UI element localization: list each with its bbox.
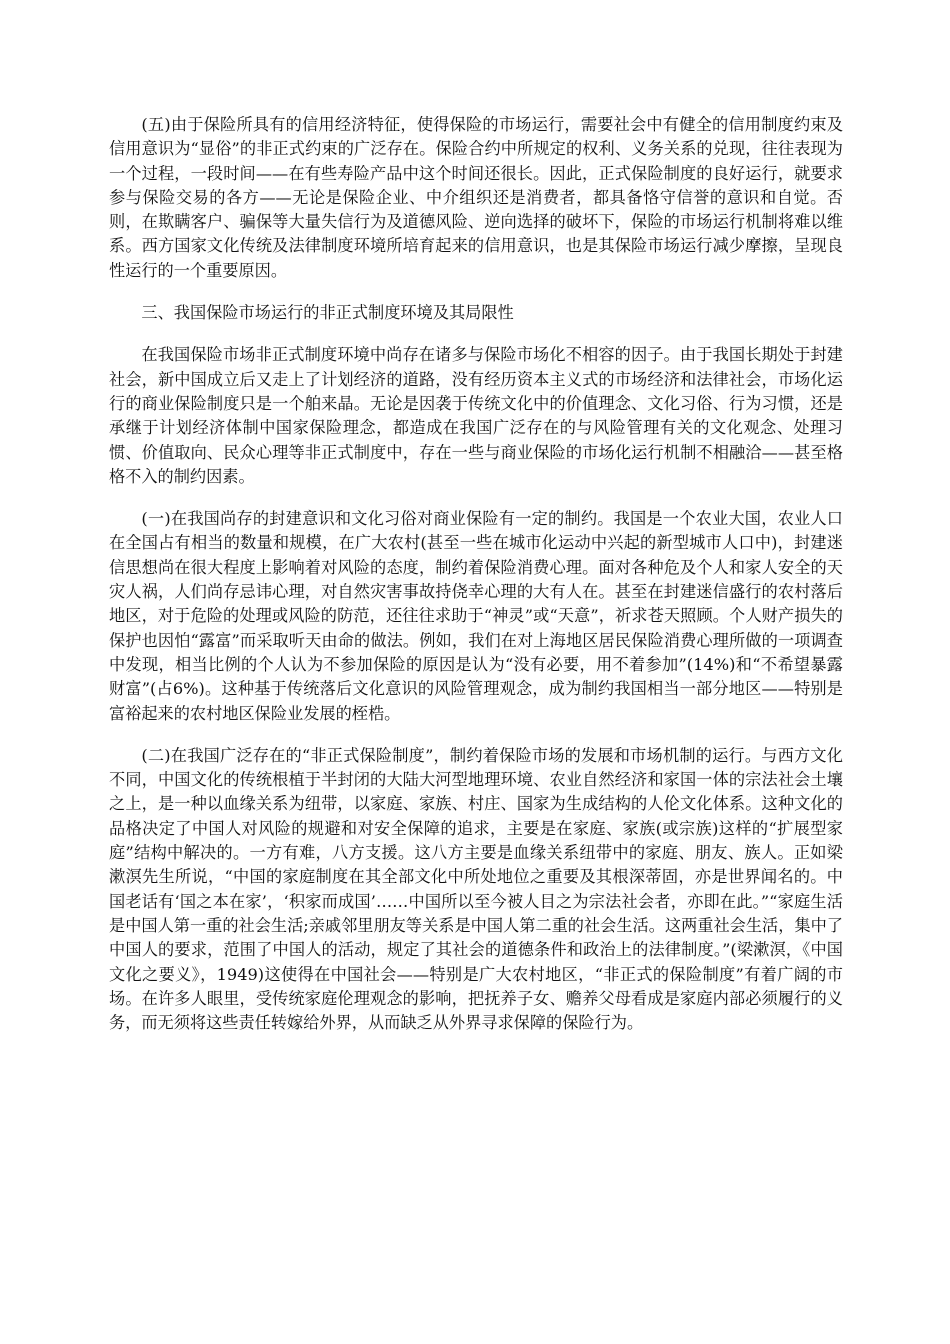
section-3-heading: 三、我国保险市场运行的非正式制度环境及其局限性 [141, 303, 514, 323]
document-page [109, 113, 843, 1053]
paragraph-2-informal-insurance: (二)在我国广泛存在的“非正式保险制度”，制约着保险市场的发展和市场机制的运行。与西方文化不同，中国文化的传统根植于半封闭的大陆大河型地理环境、农业自然经济和家国一体的宗法社会土壤之上，是一种以血缘关系为纽带，以家庭、家族、村庄、国家为生成结构的人伦文化体系。这种文化的品格决定了中国人对风险的规避和对安全保障的追求，主要是在家庭、家族(或宗族)这样的“扩展型家庭”结构中解决的。一方有难，八方支援。这八方主要是血缘关系纽带中的家庭、朋友、族人。正如梁漱溟先生所说，“中国的家庭制度在其全部文化中所处地位之重要及其根深蒂固，亦是世界闻名的。中国老话有‘国之本在家’，‘积家而成国’……中国所以至今被人目之为宗法社会者，亦即在此。”“家庭生活是中国人第一重的社会生活;亲戚邻里朋友等关系是中国人第二重的社会生活。这两重社会生活，集中了中国人的要求，范围了中国人的活动，规定了其社会的道德条件和政治上的法律制度。”(梁漱溟，《中国文化之要义》，1949)这使得在中国社会——特别是广大农村地区，“非正式的保险制度”有着广阔的市场。在许多人眼里，受传统家庭伦理观念的影响，把抚养子女、赡养父母看成是家庭内部必须履行的义务，而无须将这些责任转嫁给外界，从而缺乏从外界寻求保障的保险行为。 [109, 745, 843, 1033]
section-3-intro-paragraph: 在我国保险市场非正式制度环境中尚存在诸多与保险市场化不相容的因子。由于我国长期处于封建社会，新中国成立后又走上了计划经济的道路，没有经历资本主义式的市场经济和法律社会，市场化运行的商业保险制度只是一个舶来晶。无论是因袭于传统文化中的价值理念、文化习俗、行为习惯，还是承继于计划经济体制中国家保险理念，都造成在我国广泛存在的与风险管理有关的文化观念、处理习惯、价值取向、民众心理等非正式制度中，存在一些与商业保险的市场化运行机制不相融洽——甚至格格不入的制约因素。 [109, 345, 843, 486]
paragraph-1-feudal-customs: (一)在我国尚存的封建意识和文化习俗对商业保险有一定的制约。我国是一个农业大国，农业人口在全国占有相当的数量和规模，在广大农村(甚至一些在城市化运动中兴起的新型城市人口中)，封建迷信思想尚在很大程度上影响着对风险的态度，制约着保险消费心理。面对各种危及个人和家人安全的天灾人祸，人们尚存忌讳心理，对自然灾害事故持侥幸心理的大有人在。甚至在封建迷信盛行的农村落后地区，对于危险的处理或风险的防范，还往往求助于“神灵”或“天意”，祈求苍天照顾。个人财产损失的保护也因怕“露富”而采取听天由命的做法。例如，我们在对上海地区居民保险消费心理所做的一项调查中发现，相当比例的个人认为不参加保险的原因是认为“没有必要，用不着参加”(14%)和“不希望暴露财富”(占6%)。这种基于传统落后文化意识的风险管理观念，成为制约我国相当一部分地区——特别是富裕起来的农村地区保险业发展的桎梏。 [109, 509, 843, 723]
paragraph-5-credit: (五)由于保险所具有的信用经济特征，使得保险的市场运行，需要社会中有健全的信用制度约束及信用意识为“显俗”的非正式约束的广泛存在。保险合约中所规定的权利、义务关系的兑现，往往表现为一个过程，一段时间——在有些寿险产品中这个时间还很长。因此，正式保险制度的良好运行，就要求参与保险交易的各方——无论是保险企业、中介组织还是消费者，都具备恪守信誉的意识和自觉。否则，在欺瞒客户、骗保等大量失信行为及道德风险、逆向选择的破坏下，保险的市场运行机制将难以维系。西方国家文化传统及法律制度环境所培育起来的信用意识，也是其保险市场运行减少摩擦，呈现良性运行的一个重要原因。 [109, 115, 843, 280]
